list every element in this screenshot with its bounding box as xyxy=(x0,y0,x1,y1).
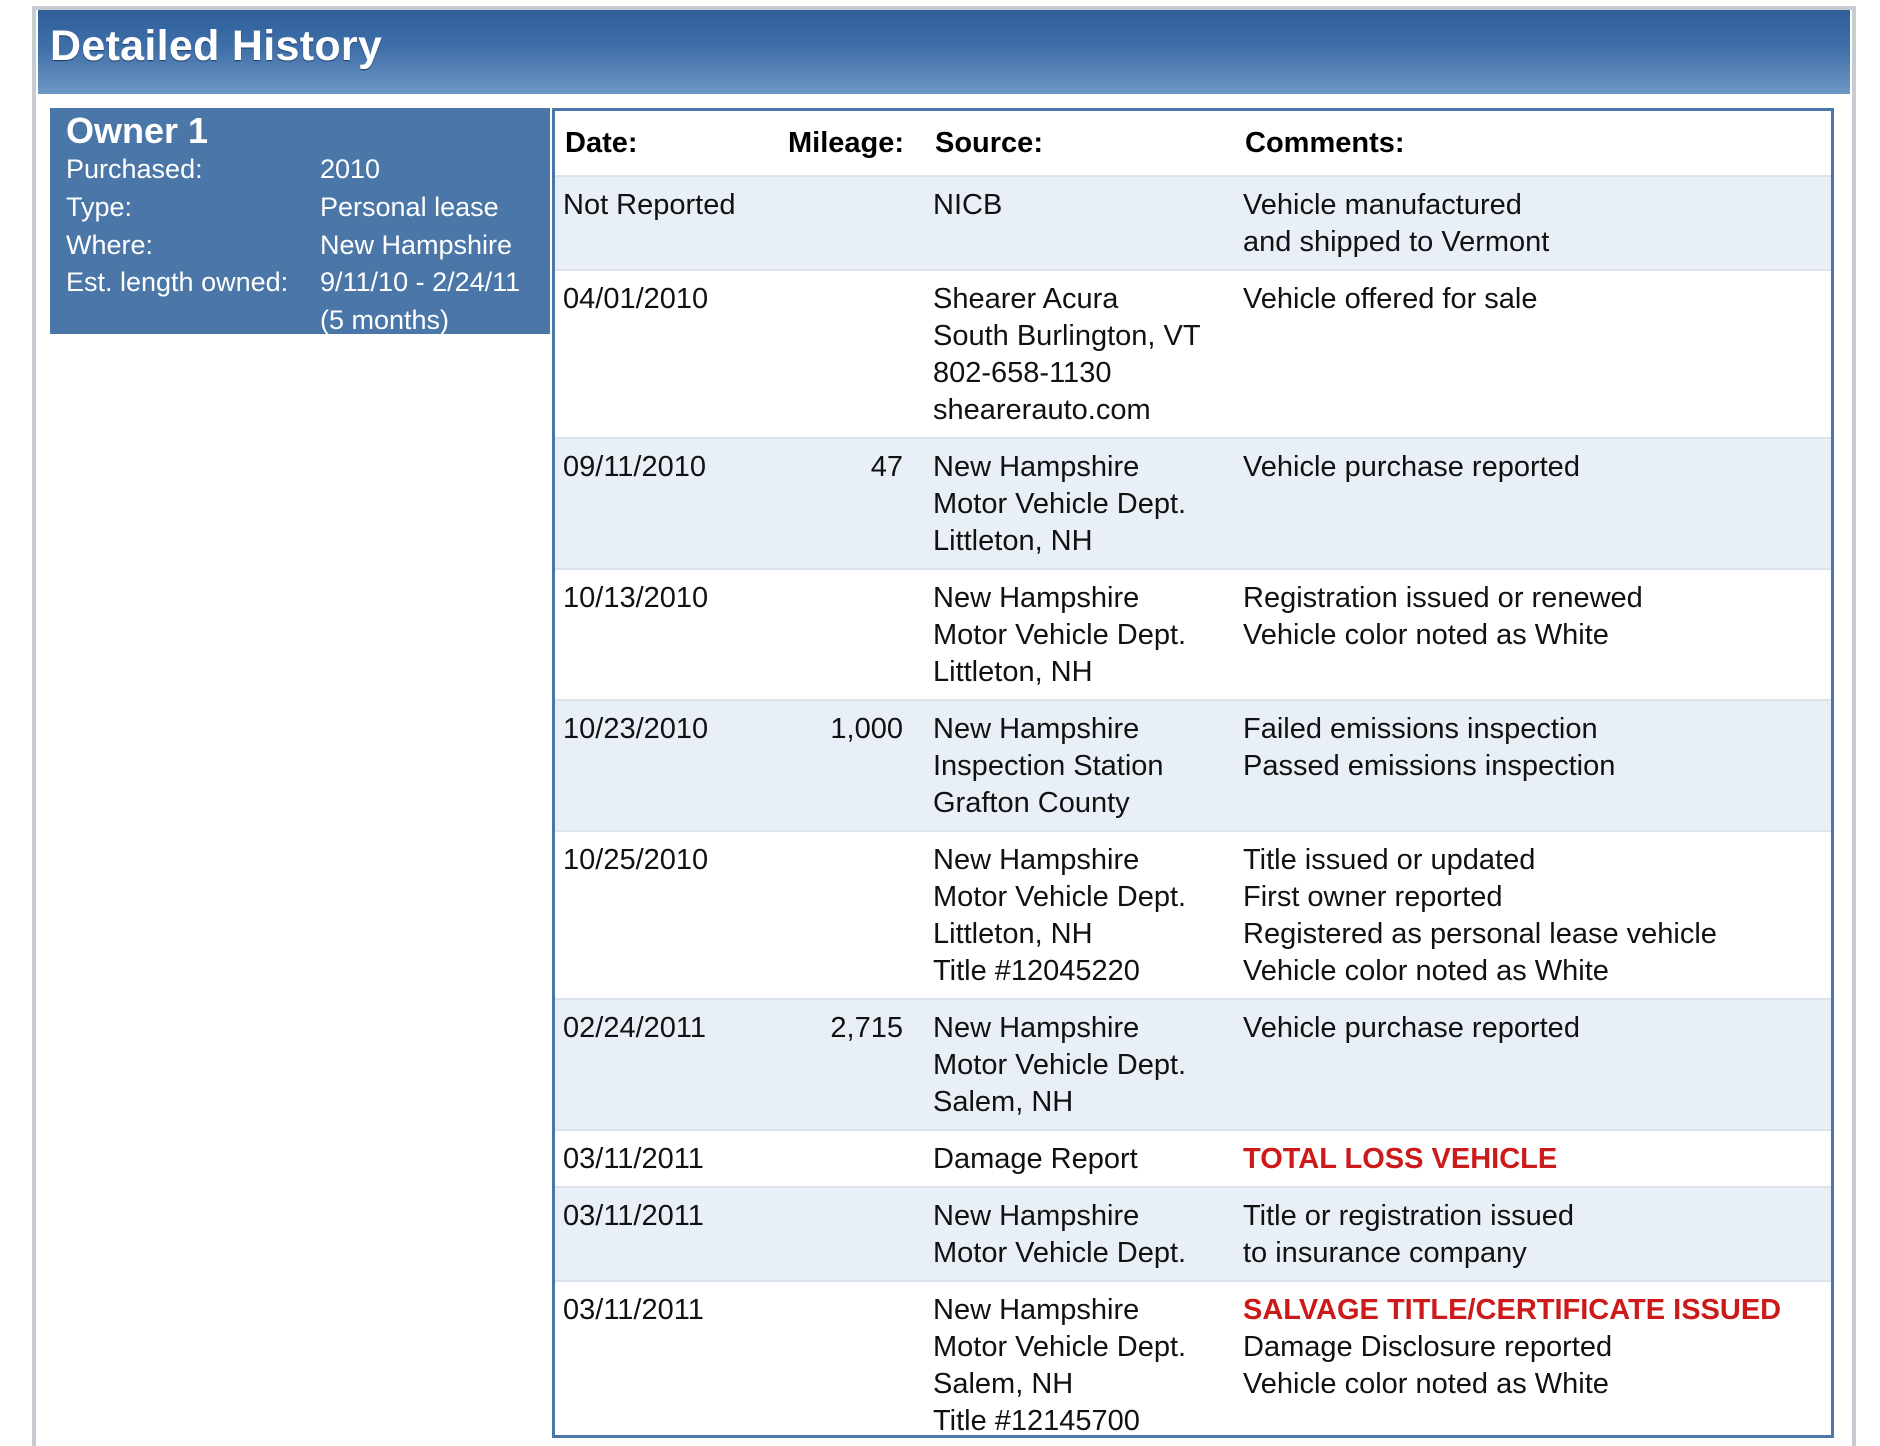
cell-comments xyxy=(1243,842,1717,990)
cell-source xyxy=(933,187,1002,224)
source-line: Title #12045220 xyxy=(933,955,1140,987)
comment-line: Failed emissions inspection xyxy=(1243,713,1598,745)
cell-source xyxy=(933,1010,1186,1121)
comment-line: Vehicle manufactured xyxy=(1243,189,1522,221)
cell-comments xyxy=(1243,580,1643,654)
source-line: Title #12145700 xyxy=(933,1405,1140,1437)
comment-line: to insurance company xyxy=(1243,1237,1527,1269)
source-line: Grafton County xyxy=(933,787,1130,819)
cell-comments xyxy=(1243,1198,1574,1272)
cell-date: 02/24/2011 xyxy=(563,1012,706,1044)
cell-mileage: 47 xyxy=(870,451,903,483)
owner-length-note: (5 months) xyxy=(320,305,450,335)
alert-comment: SALVAGE TITLE/CERTIFICATE ISSUED xyxy=(1243,1294,1782,1326)
table-row xyxy=(555,1186,1831,1280)
comment-line: Passed emissions inspection xyxy=(1243,750,1616,782)
table-header-row xyxy=(555,111,1831,175)
source-line: New Hampshire xyxy=(933,1294,1140,1326)
source-line: Motor Vehicle Dept. xyxy=(933,488,1187,520)
cell-source xyxy=(933,1292,1186,1438)
source-line: Motor Vehicle Dept. xyxy=(933,1049,1187,1081)
owner-title: Owner 1 xyxy=(66,110,209,151)
owner-field-value: 9/11/10 - 2/24/11 xyxy=(320,267,521,297)
comment-line: Registration issued or renewed xyxy=(1243,582,1643,614)
source-line: Inspection Station xyxy=(933,750,1164,782)
table-row xyxy=(555,437,1831,568)
table-row xyxy=(555,998,1831,1129)
alert-comment: TOTAL LOSS VEHICLE xyxy=(1243,1143,1558,1175)
history-table xyxy=(552,108,1834,1438)
cell-date: 03/11/2011 xyxy=(563,1200,704,1232)
owner-field-value: 2010 xyxy=(320,154,381,184)
cell-date: Not Reported xyxy=(563,189,736,221)
comment-line: Title issued or updated xyxy=(1243,844,1536,876)
cell-date: 09/11/2010 xyxy=(563,451,706,483)
owner-field-value: New Hampshire xyxy=(320,230,513,260)
comment-line: Vehicle offered for sale xyxy=(1243,283,1538,315)
column-header-date: Date: xyxy=(565,127,638,159)
comment-line: First owner reported xyxy=(1243,881,1503,913)
cell-source xyxy=(933,580,1186,691)
cell-mileage: 2,715 xyxy=(830,1012,903,1044)
cell-comments xyxy=(1243,1010,1580,1047)
table-row xyxy=(555,1129,1831,1186)
cell-comments xyxy=(1243,711,1615,785)
cell-source xyxy=(933,1141,1138,1178)
source-line: Motor Vehicle Dept. xyxy=(933,1237,1187,1269)
comment-line: Vehicle purchase reported xyxy=(1243,451,1580,483)
cell-source xyxy=(933,842,1186,990)
source-line: New Hampshire xyxy=(933,844,1140,876)
cell-date: 10/23/2010 xyxy=(563,713,709,745)
column-header-source: Source: xyxy=(935,127,1043,159)
comment-line: Vehicle color noted as White xyxy=(1243,1368,1609,1400)
owner-field-value: Personal lease xyxy=(320,192,499,222)
table-row xyxy=(555,699,1831,830)
table-row xyxy=(555,1280,1831,1438)
comment-line: Damage Disclosure reported xyxy=(1243,1331,1613,1363)
cell-comments xyxy=(1243,1292,1781,1403)
source-line: South Burlington, VT xyxy=(933,320,1201,352)
comment-line: Vehicle color noted as White xyxy=(1243,955,1609,987)
source-line: NICB xyxy=(933,189,1003,221)
cell-source xyxy=(933,449,1186,560)
comment-line: Vehicle color noted as White xyxy=(1243,619,1609,651)
cell-comments xyxy=(1243,187,1549,261)
cell-comments xyxy=(1243,281,1538,318)
source-line: New Hampshire xyxy=(933,451,1140,483)
table-row xyxy=(555,175,1831,269)
source-line: New Hampshire xyxy=(933,713,1140,745)
cell-date: 10/25/2010 xyxy=(563,844,709,876)
source-line: New Hampshire xyxy=(933,582,1140,614)
cell-comments xyxy=(1243,449,1580,486)
source-line: New Hampshire xyxy=(933,1012,1140,1044)
source-line: Salem, NH xyxy=(933,1368,1074,1400)
cell-source xyxy=(933,711,1164,822)
cell-date: 03/11/2011 xyxy=(563,1294,704,1326)
source-line: New Hampshire xyxy=(933,1200,1140,1232)
source-line: Motor Vehicle Dept. xyxy=(933,881,1187,913)
comment-line: Registered as personal lease vehicle xyxy=(1243,918,1717,950)
source-line: shearerauto.com xyxy=(933,394,1151,426)
source-line: Damage Report xyxy=(933,1143,1138,1175)
owner-field-label: Est. length owned: xyxy=(66,267,289,297)
comment-line: and shipped to Vermont xyxy=(1243,226,1550,258)
column-header-mileage: Mileage: xyxy=(788,127,905,159)
source-line: Shearer Acura xyxy=(933,283,1119,315)
table-row xyxy=(555,568,1831,699)
cell-date: 03/11/2011 xyxy=(563,1143,704,1175)
cell-mileage: 1,000 xyxy=(830,713,903,745)
source-line: Salem, NH xyxy=(933,1086,1074,1118)
owner-field-label: Purchased: xyxy=(66,154,203,184)
comment-line: Title or registration issued xyxy=(1243,1200,1574,1232)
source-line: Littleton, NH xyxy=(933,918,1093,950)
table-row xyxy=(555,269,1831,437)
section-title: Detailed History xyxy=(50,22,383,70)
cell-date: 10/13/2010 xyxy=(563,582,709,614)
owner-summary-panel xyxy=(50,108,550,334)
cell-comments xyxy=(1243,1141,1557,1178)
table-row xyxy=(555,830,1831,998)
column-header-comments: Comments: xyxy=(1245,127,1405,159)
owner-field-label: Where: xyxy=(66,230,154,260)
source-line: Littleton, NH xyxy=(933,656,1093,688)
section-header xyxy=(38,10,1850,94)
source-line: Littleton, NH xyxy=(933,525,1093,557)
source-line: 802-658-1130 xyxy=(933,357,1112,389)
comment-line: Vehicle purchase reported xyxy=(1243,1012,1580,1044)
cell-date: 04/01/2010 xyxy=(563,283,709,315)
cell-source xyxy=(933,1198,1186,1272)
cell-source xyxy=(933,281,1201,429)
source-line: Motor Vehicle Dept. xyxy=(933,619,1187,651)
source-line: Motor Vehicle Dept. xyxy=(933,1331,1187,1363)
owner-field-label: Type: xyxy=(66,192,133,222)
